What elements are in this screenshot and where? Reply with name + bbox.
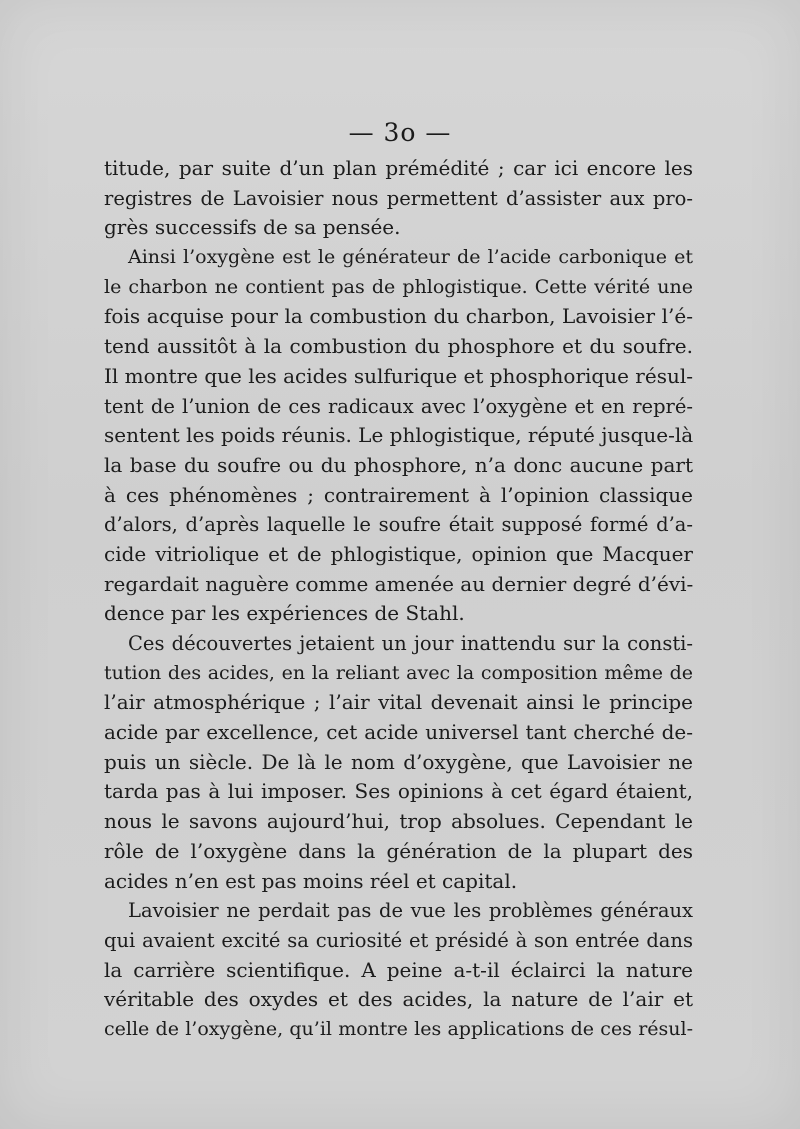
text-line: Ces découvertes jetaient un jour inattendu sur la consti- — [128, 632, 693, 655]
text-line: à ces phénomènes ; contrairement à l’opinion classique — [104, 482, 693, 507]
text-line: Ainsi l’oxygène est le générateur de l’acide carbonique et — [128, 246, 693, 269]
text-line: la base du soufre ou du phosphore, n’a donc aucune part — [104, 452, 693, 477]
text-line: grès successifs de sa pensée. — [104, 215, 401, 240]
text-line: véritable des oxydes et des acides, la nature de l’air et — [104, 987, 693, 1012]
text-line: la carrière scientifique. A peine a-t-il éclairci la nature — [104, 957, 693, 982]
text-line: qui avaient excité sa curiosité et présidé à son entrée dans — [104, 928, 693, 952]
text-line: tution des acides, en la reliant avec la composition même de — [104, 661, 693, 684]
body-text — [104, 154, 693, 1045]
text-line: puis un siècle. De là le nom d’oxygène, que Lavoisier ne — [104, 749, 693, 774]
text-line: l’air atmosphérique ; l’air vital devenait ainsi le principe — [104, 690, 693, 715]
text-line: rôle de l’oxygène dans la génération de la plupart des — [104, 838, 693, 863]
page-number: — 3o — — [348, 118, 452, 147]
text-line: le charbon ne contient pas de phlogistique. Cette vérité une — [104, 275, 693, 298]
text-line: d’alors, d’après laquelle le soufre était supposé formé d’a- — [104, 513, 693, 537]
text-line: nous le savons aujourd’hui, trop absolues. Cependant le — [104, 809, 693, 834]
text-line: tarda pas à lui imposer. Ses opinions à cet égard étaient, — [104, 779, 693, 804]
text-line: celle de l’oxygène, qu’il montre les applications de ces résul- — [104, 1017, 693, 1040]
text-line: sentent les poids réunis. Le phlogistique, réputé jusque-là — [104, 423, 693, 448]
text-line: titude, par suite d’un plan prémédité ; car ici encore les — [104, 156, 693, 180]
text-line: Lavoisier ne perdait pas de vue les problèmes généraux — [128, 899, 693, 923]
text-line: Il montre que les acides sulfurique et phosphorique résul- — [104, 363, 693, 388]
text-line: registres de Lavoisier nous permettent d’assister aux pro- — [104, 186, 693, 210]
text-line: regardait naguère comme amenée au dernier degré d’évi- — [104, 571, 693, 596]
text-line: cide vitriolique et de phlogistique, opinion que Macquer — [104, 541, 693, 566]
text-line: dence par les expériences de Stahl. — [104, 601, 465, 626]
text-line: acide par excellence, cet acide universel tant cherché de- — [104, 720, 693, 745]
text-line: tend aussitôt à la combustion du phosphore et du soufre. — [104, 334, 693, 359]
text-line: tent de l’union de ces radicaux avec l’oxygène et en repré- — [104, 394, 693, 418]
text-line: fois acquise pour la combustion du charbon, Lavoisier l’é- — [104, 304, 693, 329]
text-line: acides n’en est pas moins réel et capital. — [104, 868, 518, 893]
